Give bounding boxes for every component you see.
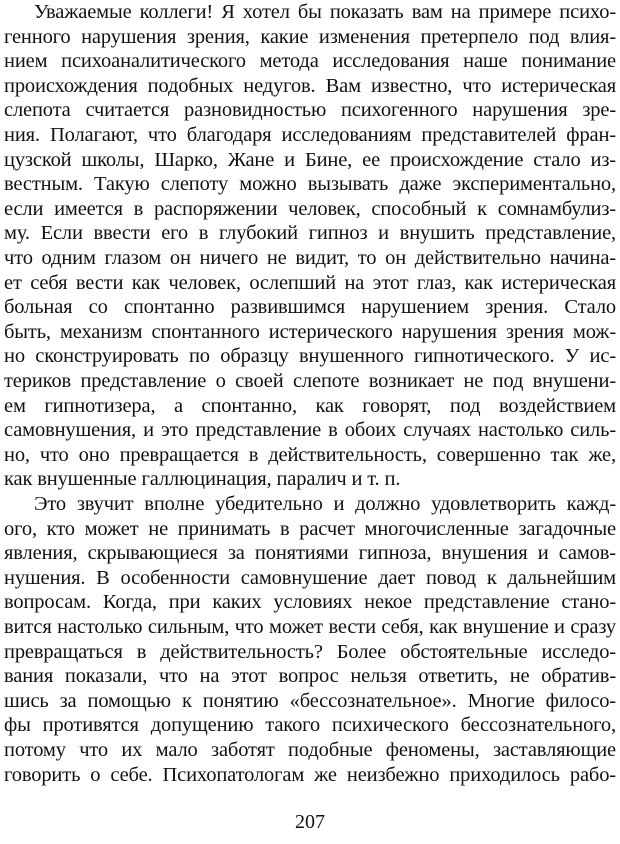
text-line: вится настолько сильным, что может вести себя, как внушение и сразу: [4, 616, 616, 638]
text-line: генного нарушения зрения, какие изменения претерпело под влия-: [4, 25, 616, 48]
text-line: ого, кто может не принимать в расчет многочисленные загадочные: [4, 517, 616, 540]
text-line: цузской школы, Шарко, Жане и Бине, ее происхождение стало из-: [4, 148, 616, 171]
text-line: нушения. В особенности самовнушение дает повод к дальнейшим: [4, 566, 616, 589]
text-line: вопросам. Когда, при каких условиях некое представление стано-: [4, 591, 616, 614]
text-line: превращаться в действительность? Более обстоятельные исследо-: [4, 640, 616, 663]
text-line: больная со спонтанно развившимся нарушением зрения. Стало: [4, 296, 616, 319]
text-line: вестным. Такую слепоту можно вызывать даже экспериментально,: [4, 173, 616, 196]
text-line: териков представление о своей слепоте возникает не под внушени-: [4, 370, 616, 392]
text-line: Это звучит вполне убедительно и должно удовлетворить кажд-: [34, 493, 616, 515]
text-line: как внушенные галлюцинация, паралич и т. п.: [4, 468, 401, 491]
text-line: если имеется в распоряжении человек, способный к сомнамбулиз-: [4, 197, 616, 220]
text-line: происхождения подобных недугов. Вам известно, что истерическая: [4, 74, 616, 97]
text-line: шись за помощью к понятию «бессознательное». Многие филосо-: [4, 689, 616, 712]
text-line: но, что оно превращается в действительность, совершенно так же,: [4, 443, 616, 466]
text-line: потому что их мало заботят подобные феномены, заставляющие: [4, 739, 616, 761]
text-line: говорить о себе. Психопатологам же неизбежно приходилось рабо-: [4, 763, 616, 786]
text-line: слепота считается разновидностью психогенного нарушения зре-: [4, 99, 616, 122]
text-line: Уважаемые коллеги! Я хотел бы показать вам на примере психо-: [34, 1, 616, 23]
text-line: явления, скрывающиеся за понятиями гипноза, внушения и самов-: [4, 542, 616, 565]
text-line: фы противятся допущению такого психического бессознательного,: [4, 714, 616, 737]
page-number: 207: [295, 811, 325, 833]
text-line: быть, механизм спонтанного истерического нарушения зрения мож-: [4, 320, 616, 343]
text-line: ет себя вести как человек, ослепший на этот глаз, как истерическая: [4, 271, 616, 294]
text-line: ем гипнотизера, а спонтанно, как говорят, под воздействием: [4, 394, 616, 417]
text-line: нием психоаналитического метода исследования наше понимание: [4, 50, 616, 73]
text-line: самовнушения, и это представление в обоих случаях настолько силь-: [4, 419, 616, 442]
text-line: му. Если ввести его в глубокий гипноз и внушить представление,: [4, 222, 616, 245]
text-line: ния. Полагают, что благодаря исследованиям представителей фран-: [4, 124, 616, 146]
text-line: вания показали, что на этот вопрос нельзя ответить, не обратив-: [4, 665, 616, 688]
text-line: но сконструировать по образцу внушенного гипнотического. У ис-: [4, 345, 616, 368]
text-line: что одним глазом он ничего не видит, то он действительно начина-: [4, 247, 616, 269]
